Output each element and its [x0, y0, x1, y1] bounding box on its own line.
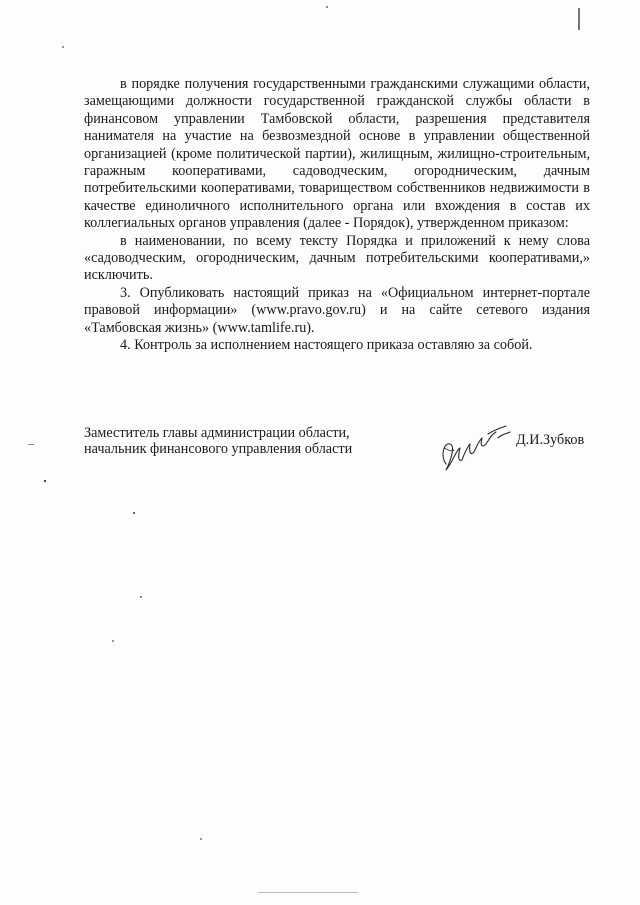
handwritten-signature: [436, 420, 516, 476]
paragraph-control: 4. Контроль за исполнением настоящего приказа оставляю за собой.: [120, 337, 533, 354]
scan-bottom-line: [258, 892, 358, 893]
scan-edge-mark: [578, 8, 580, 30]
scan-speck: [140, 596, 142, 598]
scan-speck: [62, 46, 64, 48]
signatory-position-line2: начальник финансового управления области: [84, 441, 353, 457]
signatory-position: [84, 425, 384, 457]
scan-speck: [28, 444, 34, 445]
paragraph-amendment: в наименовании, по всему тексту Порядка и приложений к нему слова «садоводческим, огородническим, дачным потребительскими кооперативами,» исключить.: [84, 232, 590, 284]
scan-speck: [326, 6, 328, 8]
scan-speck: [112, 640, 114, 642]
signatory-position-line1: Заместитель главы администрации области,: [84, 425, 350, 441]
document-body: [84, 76, 590, 355]
scan-speck: [44, 480, 46, 482]
scan-speck: [200, 838, 202, 840]
paragraph-procedure: в порядке получения государственными гражданскими служащими области, замещающими должности государственной гражданской службы области в финансовом управлении Тамбовской области, разрешения представителя нанимателя на участие на безвозмездной основе в управлении общественной организацией (кроме политической партии), жилищным, жилищно-строительным, гаражным кооперативами, садоводческим, огородническим, дачным потребительскими кооперативами, товариществом собственников недвижимости в качестве единоличного исполнительного органа или вхождения в состав их коллегиальных органов управления (далее - Порядок), утвержденном приказом:: [84, 76, 590, 232]
signatory-name: Д.И.Зубков: [516, 432, 585, 448]
paragraph-publish: 3. Опубликовать настоящий приказ на «Официальном интернет-портале правовой информации» (www.pravo.gov.ru) и на сайте сетевого издания «Тамбовская жизнь» (www.tamlife.ru).: [84, 284, 590, 336]
scan-speck: [133, 512, 135, 514]
